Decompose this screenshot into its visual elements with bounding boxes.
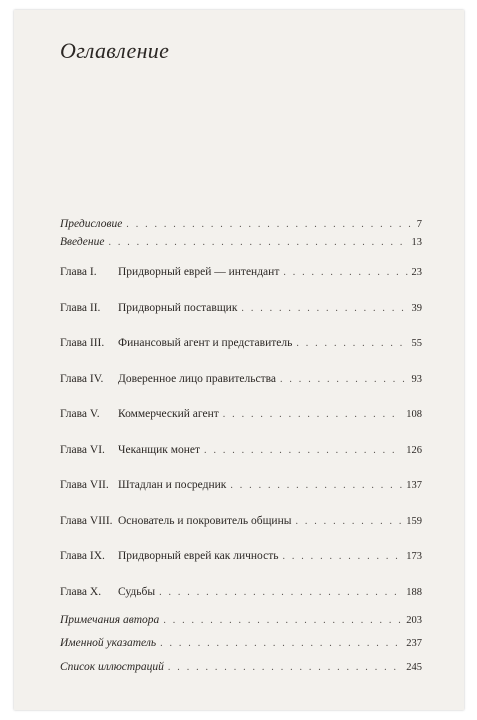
leader-dots xyxy=(283,267,407,278)
entry-page: 39 xyxy=(411,303,422,314)
entry-title: Финансовый агент и представитель xyxy=(118,337,293,349)
leader-dots xyxy=(282,551,402,562)
entry-title: Примечания автора xyxy=(60,614,160,626)
entry-page: 108 xyxy=(406,409,422,420)
toc-entry-back-2 xyxy=(60,637,422,649)
entry-page: 13 xyxy=(411,237,422,248)
entry-page: 23 xyxy=(411,267,422,278)
toc-entry-front-2 xyxy=(60,236,422,248)
entry-title: Коммерческий агент xyxy=(118,408,219,420)
leader-dots xyxy=(163,615,402,626)
leader-dots xyxy=(159,587,402,598)
chapter-number: Глава III. xyxy=(60,337,105,349)
toc-entry-chapter-1 xyxy=(60,266,422,278)
toc-entry-chapter-2 xyxy=(60,302,422,314)
toc-entry-front-1 xyxy=(60,218,422,230)
leader-dots xyxy=(108,237,407,248)
chapter-number: Глава I. xyxy=(60,266,97,278)
entry-page: 188 xyxy=(406,587,422,598)
entry-page: 126 xyxy=(406,445,422,456)
chapter-number: Глава II. xyxy=(60,302,101,314)
entry-page: 7 xyxy=(416,219,422,230)
toc-entry-chapter-5 xyxy=(60,408,422,420)
toc-entry-chapter-4 xyxy=(60,373,422,385)
chapter-number: Глава IV. xyxy=(60,373,104,385)
entry-title: Именной указатель xyxy=(60,637,157,649)
chapter-number: Глава IX. xyxy=(60,550,105,562)
entry-page: 203 xyxy=(406,615,422,626)
toc-entry-chapter-10 xyxy=(60,586,422,598)
entry-page: 93 xyxy=(411,374,422,385)
entry-page: 55 xyxy=(411,338,422,349)
entry-page: 237 xyxy=(406,638,422,649)
entry-title: Предисловие xyxy=(60,218,123,230)
leader-dots xyxy=(296,338,407,349)
entry-title: Судьбы xyxy=(118,586,156,598)
leader-dots xyxy=(280,374,408,385)
chapter-number: Глава VI. xyxy=(60,444,105,456)
leader-dots xyxy=(160,638,402,649)
book-page xyxy=(14,10,464,710)
entry-title: Основатель и покровитель общины xyxy=(118,515,292,527)
entry-title: Штадлан и посредник xyxy=(118,479,227,491)
chapter-number: Глава VIII. xyxy=(60,515,113,527)
entry-page: 245 xyxy=(406,662,422,673)
leader-dots xyxy=(168,662,402,673)
leader-dots xyxy=(241,303,407,314)
entry-title: Список иллюстраций xyxy=(60,661,164,673)
chapter-number: Глава X. xyxy=(60,586,102,598)
toc-entry-chapter-8 xyxy=(60,515,422,527)
toc-entry-chapter-6 xyxy=(60,444,422,456)
toc-entry-chapter-3 xyxy=(60,337,422,349)
leader-dots xyxy=(295,516,402,527)
leader-dots xyxy=(230,480,402,491)
toc-entry-back-3 xyxy=(60,661,422,673)
entry-title: Придворный еврей как личность xyxy=(118,550,279,562)
chapter-number: Глава V. xyxy=(60,408,100,420)
leader-dots xyxy=(204,445,402,456)
entry-title: Придворный еврей — интендант xyxy=(118,266,280,278)
entry-page: 159 xyxy=(406,516,422,527)
chapter-number: Глава VII. xyxy=(60,479,109,491)
toc-entry-chapter-9 xyxy=(60,550,422,562)
entry-page: 137 xyxy=(406,480,422,491)
toc-entry-chapter-7 xyxy=(60,479,422,491)
entry-title: Придворный поставщик xyxy=(118,302,238,314)
entry-title: Введение xyxy=(60,236,105,248)
leader-dots xyxy=(223,409,402,420)
entry-page: 173 xyxy=(406,551,422,562)
page-title: Оглавление xyxy=(60,38,170,63)
leader-dots xyxy=(126,219,412,230)
entry-title: Доверенное лицо правительства xyxy=(118,373,276,385)
toc-entry-back-1 xyxy=(60,614,422,626)
entry-title: Чеканщик монет xyxy=(118,444,201,456)
